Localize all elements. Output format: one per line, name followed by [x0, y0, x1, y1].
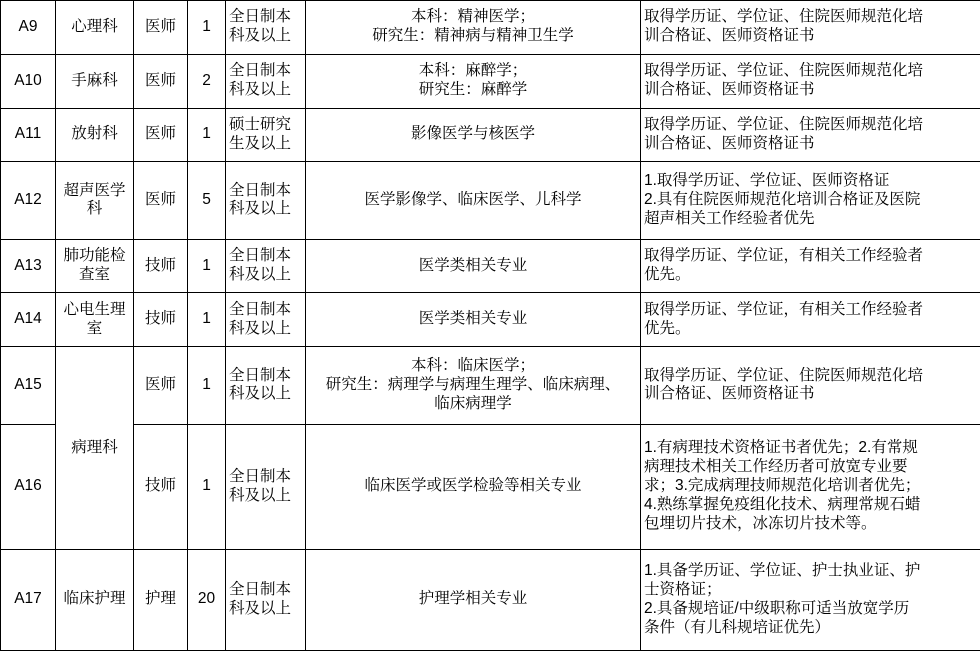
- cell-code: A10: [1, 54, 56, 108]
- major-line: 临床医学或医学检验等相关专业: [364, 477, 582, 495]
- cell-position: 医师: [134, 347, 188, 424]
- cell-major: [306, 1, 641, 55]
- cell-department: 肺功能检查室: [56, 239, 134, 293]
- req-line: 取得学历证、学位证、住院医师规范化培: [644, 8, 924, 26]
- major-line: 医学影像学、临床医学、儿科学: [364, 191, 582, 209]
- table-row: [1, 162, 980, 239]
- cell-education: 全日制本科及以上: [226, 549, 306, 650]
- req-line: 取得学历证、学位证、住院医师规范化培: [644, 62, 924, 80]
- cell-major: [306, 239, 641, 293]
- cell-position: 医师: [134, 1, 188, 55]
- cell-requirements: [641, 108, 980, 162]
- table-row: [1, 347, 980, 424]
- cell-count: 2: [188, 54, 226, 108]
- table-row: [1, 293, 980, 347]
- major-line: 影像医学与核医学: [410, 125, 535, 143]
- req-line: 取得学历证、学位证、住院医师规范化培: [644, 115, 924, 133]
- cell-position: 技师: [134, 239, 188, 293]
- req-line: 训合格证、医师资格证书: [644, 27, 815, 45]
- cell-department: 临床护理: [56, 549, 134, 650]
- req-line: 1.具备学历证、学位证、护士执业证、护: [644, 562, 921, 580]
- cell-code: A16: [1, 424, 56, 549]
- req-line: 2.具有住院医师规范化培训合格证及医院: [644, 191, 921, 209]
- cell-major: [306, 162, 641, 239]
- req-line: 优先。: [644, 266, 691, 284]
- req-line: 训合格证、医师资格证书: [644, 134, 815, 152]
- major-line: 医学类相关专业: [418, 310, 528, 328]
- cell-count: 1: [188, 424, 226, 549]
- req-line: 超声相关工作经验者优先: [644, 209, 815, 227]
- major-line: 研究生：麻醉学: [418, 81, 528, 99]
- table-row: [1, 424, 980, 549]
- major-line: 本科：精神医学；: [410, 8, 535, 26]
- cell-education: 全日制本科及以上: [226, 1, 306, 55]
- cell-code: A12: [1, 162, 56, 239]
- req-line: 1.有病理技术资格证书者优先；2.有常规: [644, 439, 918, 457]
- cell-code: A9: [1, 1, 56, 55]
- cell-position: 技师: [134, 293, 188, 347]
- cell-department: 超声医学科: [56, 162, 134, 239]
- req-line: 训合格证、医师资格证书: [644, 385, 815, 403]
- req-line: 求；3.完成病理技师规范化培训者优先；: [644, 477, 921, 495]
- req-line: 条件（有儿科规培证优先）: [644, 618, 831, 636]
- req-line: 取得学历证、学位证、住院医师规范化培: [644, 366, 924, 384]
- table-row: [1, 549, 980, 650]
- cell-major: [306, 347, 641, 424]
- cell-requirements: [641, 424, 980, 549]
- table-row: [1, 239, 980, 293]
- major-line: 研究生：病理学与病理生理学、临床病理、: [325, 376, 621, 394]
- cell-major: [306, 424, 641, 549]
- cell-count: 1: [188, 108, 226, 162]
- cell-department: 病理科: [56, 347, 134, 549]
- cell-count: 20: [188, 549, 226, 650]
- cell-education: 全日制本科及以上: [226, 424, 306, 549]
- req-line: 包埋切片技术，冰冻切片技术等。: [644, 515, 877, 533]
- cell-code: A14: [1, 293, 56, 347]
- req-line: 取得学历证、学位证，有相关工作经验者: [644, 300, 924, 318]
- cell-code: A13: [1, 239, 56, 293]
- cell-education: 硕士研究生及以上: [226, 108, 306, 162]
- cell-count: 1: [188, 1, 226, 55]
- major-line: 本科：临床医学；: [410, 357, 535, 375]
- major-line: 临床病理学: [434, 394, 512, 412]
- req-line: 优先。: [644, 319, 691, 337]
- cell-education: 全日制本科及以上: [226, 162, 306, 239]
- req-line: 4.熟练掌握免疫组化技术、病理常规石蜡: [644, 496, 921, 514]
- cell-count: 1: [188, 293, 226, 347]
- cell-education: 全日制本科及以上: [226, 293, 306, 347]
- cell-count: 1: [188, 239, 226, 293]
- cell-major: [306, 54, 641, 108]
- major-line: 医学类相关专业: [418, 256, 528, 274]
- major-line: 本科：麻醉学；: [418, 62, 528, 80]
- cell-requirements: [641, 549, 980, 650]
- cell-requirements: [641, 239, 980, 293]
- cell-department: 放射科: [56, 108, 134, 162]
- cell-education: 全日制本科及以上: [226, 239, 306, 293]
- req-line: 病理技术相关工作经历者可放宽专业要: [644, 458, 908, 476]
- cell-position: 医师: [134, 162, 188, 239]
- cell-count: 5: [188, 162, 226, 239]
- table-row: [1, 108, 980, 162]
- cell-position: 医师: [134, 54, 188, 108]
- cell-requirements: [641, 293, 980, 347]
- req-line: 训合格证、医师资格证书: [644, 81, 815, 99]
- cell-major: [306, 549, 641, 650]
- table-row: [1, 54, 980, 108]
- cell-code: A17: [1, 549, 56, 650]
- req-line: 士资格证；: [644, 580, 722, 598]
- cell-department: 心理科: [56, 1, 134, 55]
- cell-major: [306, 293, 641, 347]
- cell-education: 全日制本科及以上: [226, 347, 306, 424]
- cell-requirements: [641, 347, 980, 424]
- major-line: 研究生：精神病与精神卫生学: [372, 27, 574, 45]
- cell-code: A11: [1, 108, 56, 162]
- cell-requirements: [641, 1, 980, 55]
- cell-requirements: [641, 162, 980, 239]
- req-line: 2.具备规培证/中级职称可适当放宽学历: [644, 599, 910, 617]
- cell-education: 全日制本科及以上: [226, 54, 306, 108]
- cell-department: 手麻科: [56, 54, 134, 108]
- req-line: 1.取得学历证、学位证、医师资格证: [644, 172, 890, 190]
- cell-department: 心电生理室: [56, 293, 134, 347]
- cell-position: 护理: [134, 549, 188, 650]
- cell-major: [306, 108, 641, 162]
- cell-requirements: [641, 54, 980, 108]
- cell-position: 技师: [134, 424, 188, 549]
- major-line: 护理学相关专业: [418, 590, 528, 608]
- cell-code: A15: [1, 347, 56, 424]
- table-row: [1, 1, 980, 55]
- cell-count: 1: [188, 347, 226, 424]
- cell-position: 医师: [134, 108, 188, 162]
- req-line: 取得学历证、学位证，有相关工作经验者: [644, 247, 924, 265]
